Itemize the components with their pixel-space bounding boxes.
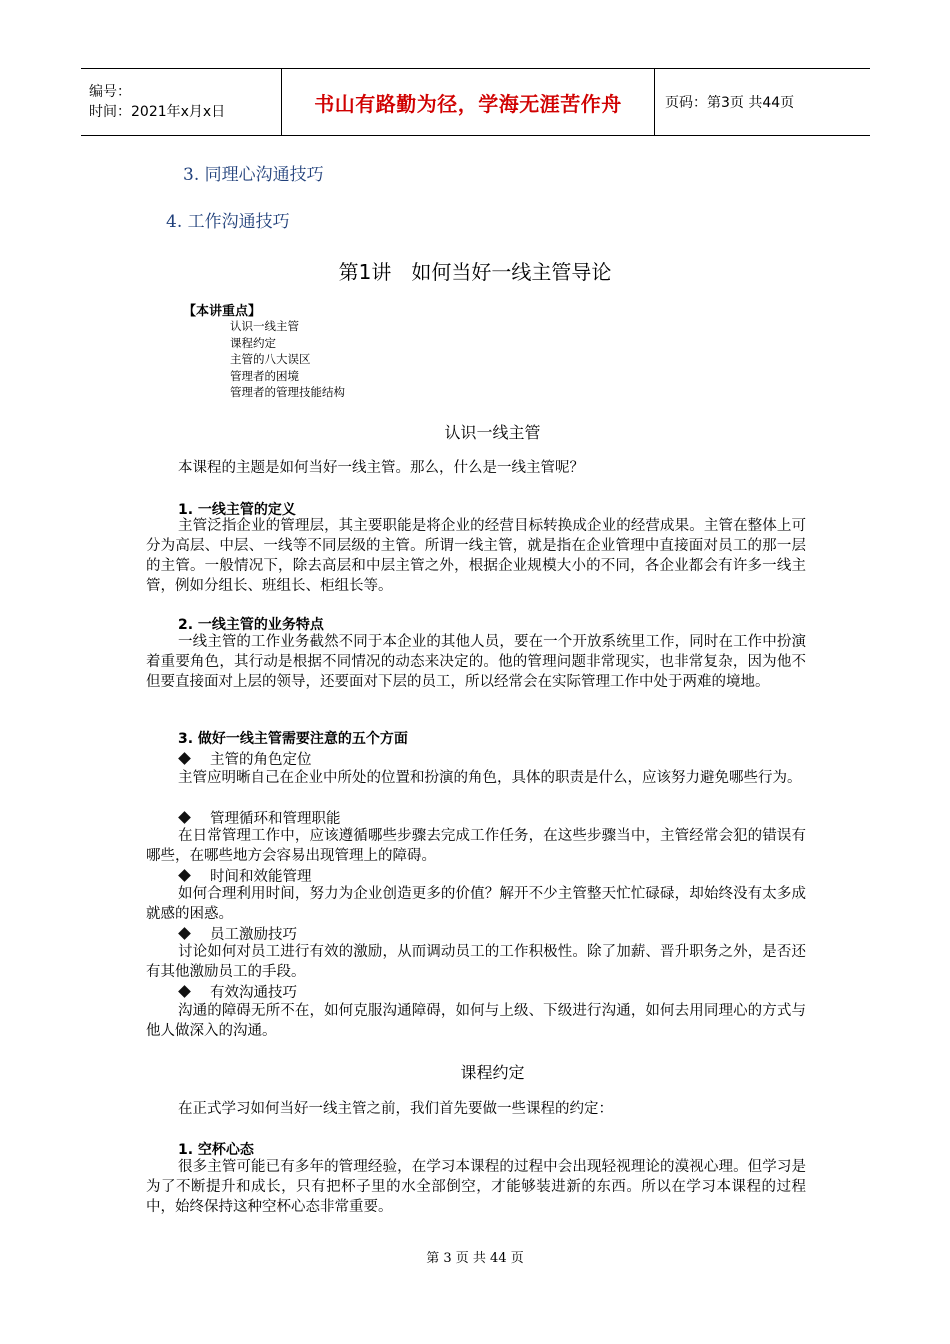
diamond-bullet-icon <box>178 928 190 940</box>
aspect-time: 时间和效能管理 <box>178 865 312 886</box>
key-point-item: 认识一线主管 <box>230 319 299 333</box>
aspect-time-text: 如何合理利用时间，努力为企业创造更多的价值？解开不少主管整天忙忙碌碌，却始终没有太多成就感的困惑。 <box>146 886 806 922</box>
aspect-communication: 有效沟通技巧 <box>178 981 297 1002</box>
toc-item-3: 3. 同理心沟通技巧 <box>183 165 324 185</box>
time-label: 时间：2021年x月x日 <box>89 104 226 120</box>
aspect-cycle-text: 在日常管理工作中，应该遵循哪些步骤去完成工作任务，在这些步骤当中，主管经常会犯的错误有哪些，在哪些地方会容易出现管理上的障碍。 <box>146 828 806 864</box>
paragraph-empty-cup: 很多主管可能已有多年的管理经验，在学习本课程的过程中会出现轻视理论的漠视心理。但学习是为了不断提升和成长，只有把杯子里的水全部倒空，才能够装进新的东西。所以在学习本课程的过程中，始终保持这种空杯心态非常重要。 <box>146 1159 806 1215</box>
diamond-bullet-icon <box>178 986 190 998</box>
page-label: 页码：第3页 共44页 <box>665 95 795 111</box>
subhead-definition: 1. 一线主管的定义 <box>178 502 296 518</box>
page-header <box>81 68 870 136</box>
section-title-recognize: 认识一线主管 <box>444 423 541 442</box>
aspect-cycle: 管理循环和管理职能 <box>178 807 341 828</box>
section-title-agreement: 课程约定 <box>460 1063 525 1082</box>
section1-intro: 本课程的主题是如何当好一线主管。那么，什么是一线主管呢？ <box>178 460 584 476</box>
page-footer: 第 3 页 共 44 页 <box>426 1251 524 1266</box>
header-left <box>81 69 281 135</box>
key-points-list <box>230 318 345 401</box>
lecture-title: 第1讲 如何当好一线主管导论 <box>338 260 612 284</box>
key-point-item: 管理者的困境 <box>230 368 299 383</box>
aspect-role: 主管的角色定位 <box>178 748 312 769</box>
aspect-role-text: 主管应明晰自己在企业中所处的位置和扮演的角色，具体的职责是什么，应该努力避免哪些行为。 <box>178 770 802 786</box>
diamond-bullet-icon <box>178 753 190 765</box>
key-point-item: 主管的八大误区 <box>230 352 311 367</box>
number-label: 编号： <box>89 84 131 100</box>
subhead-characteristics: 2. 一线主管的业务特点 <box>178 617 324 633</box>
key-point-item: 课程约定 <box>230 335 276 350</box>
header-right <box>655 69 870 135</box>
diamond-bullet-icon <box>178 870 190 882</box>
aspect-motivation-text: 讨论如何对员工进行有效的激励，从而调动员工的工作积极性。除了加薪、晋升职务之外，是否还有其他激励员工的手段。 <box>146 944 806 980</box>
paragraph-characteristics: 一线主管的工作业务截然不同于本企业的其他人员，要在一个开放系统里工作，同时在工作中扮演着重要角色，其行动是根据不同情况的动态来决定的。他的管理问题非常现实，也非常复杂，因为他不但要直接面对上层的领导，还要面对下层的员工，所以经常会在实际管理工作中处于两难的境地。 <box>146 634 806 690</box>
diamond-bullet-icon <box>178 812 190 824</box>
key-point-item: 管理者的管理技能结构 <box>230 385 345 400</box>
key-points-heading: 【本讲重点】 <box>183 304 262 319</box>
aspect-motivation: 员工激励技巧 <box>178 923 297 944</box>
toc-item-4: 4. 工作沟通技巧 <box>166 212 290 232</box>
aspect-communication-text: 沟通的障碍无所不在，如何克服沟通障碍，如何与上级、下级进行沟通，如何去用同理心的方式与他人做深入的沟通。 <box>146 1003 806 1039</box>
motto: 书山有路勤为径，学海无涯苦作舟 <box>314 91 622 116</box>
subhead-five-aspects: 3. 做好一线主管需要注意的五个方面 <box>178 731 408 747</box>
header-middle <box>281 69 655 135</box>
section2-intro: 在正式学习如何当好一线主管之前，我们首先要做一些课程的约定： <box>178 1101 613 1117</box>
paragraph-definition: 主管泛指企业的管理层，其主要职能是将企业的经营目标转换成企业的经营成果。主管在整体上可分为高层、中层、一线等不同层级的主管。所谓一线主管，就是指在企业管理中直接面对员工的那一层的主管。一般情况下，除去高层和中层主管之外，根据企业规模大小的不同，各企业都会有许多一线主管，例如分组长、班组长、柜组长等。 <box>146 518 806 594</box>
subhead-empty-cup: 1. 空杯心态 <box>178 1142 254 1158</box>
